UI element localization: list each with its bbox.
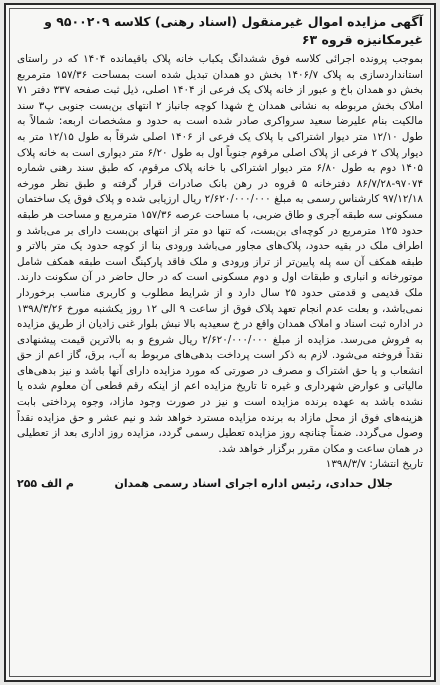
notice-title: آگهی مزایده اموال غیرمنقول (اسناد رهنی) کلاسه ۹۵۰۰۲۰۹ و غیرمکانیزه قروه ۶۳ <box>44 14 423 47</box>
notice-footer <box>17 475 423 493</box>
notice-frame <box>9 8 431 677</box>
notice-code: م الف ۲۵۵ <box>17 477 74 491</box>
notice-clipping <box>4 3 436 682</box>
notice-body: بموجب پرونده اجرائی کلاسه فوق ششدانگ یکباب خانه پلاک باقیمانده ۱۴۰۴ که در راستای استانداردسازی به پلاک ۱۴۰۶/۷ بخش دو همدان تبدیل شده است بمساحت ۱۵۷/۳۶ مترمربع بخش دو همدان باخ و عبور از خانه پلاک یک فرعی از ۱۴۰۴ اصلی، ذیل ثبت صفحه ۳۳۷ دفتر ۷۱ املاک بخش مربوطه به نشانی همدان خ شهدا کوچه جانباز ۲ انتهای بن‌بست جنوبی پ۳ سند مالکیت بنام علیرضا سعید سرواکری صادر شده است به حدود و مشخصات اربعه: شمالاً به طول ۱۲/۱۰ متر دیوار اشتراکی با پلاک یک فرعی از ۱۴۰۶ اصلی شرقاً به طول ۱۲/۱۵ متر به دیوار پلاک ۲ فرعی از پلاک اصلی مرقوم جنوباً اول به طول ۶/۲۰ متر دیواری است به خانه پلاک ۱۴۰۵ دوم به طول ۶/۸۰ متر دیوار اشتراکی با خانه پلاک مرقوم، که طبق سند رهنی شماره ۹۷۰۷۴-۸۶/۷/۲۸ دفترخانه ۵ قروه در رهن بانک صادرات قرار گرفته و طبق نظر مورخه ۹۷/۱۲/۱۸ کارشناس رسمی به مبلغ ۲/۶۲۰/۰۰۰/۰۰۰ ریال ارزیابی شده و پلاک فوق یک ساختمان مسکونی سه طبقه آجری و طاق ضربی، با مساحت عرصه ۱۵۷/۳۶ مترمربع و مساحت هر طبقه حدود ۱۲۵ مترمربع در کوچه‌ای بن‌بست، که تنها دو متر از انتهای بن‌بست دارای بر می‌باشد و اطراف ملک در بقیه حدود، پلاک‌های مجاور می‌باشد ورودی بنا از کوچه حدود یک متر بالاتر و طبقه همکف آن سه پله پایین‌تر از تراز ورودی و ملک فاقد پارکینگ است طبقه همکف شامل موتورخانه و انباری و طبقات اول و دوم مسکونی است که در حال حاضر در آن سکونت دارند. ملک قدیمی و قدمتی حدود ۲۵ سال دارد و از شرایط مطلوب و کاربری مناسب برخوردار نمی‌باشد، و بعلت عدم انجام تعهد پلاک فوق از ساعت ۹ الی ۱۲ روز یکشنبه مورخ ۱۳۹۸/۳/۲۶ در اداره ثبت اسناد و املاک همدان واقع در خ سعیدیه بالا نبش بلوار غنی زادیان از طریق مزایده به فروش می‌رسد. مزایده از مبلغ ۲/۶۲۰/۰۰۰/۰۰۰ ریال شروع و به بالاترین قیمت پیشنهادی نقداً فروخته می‌شود. لازم به ذکر است پرداخت بدهی‌های مربوط به آب، برق، گاز اعم از حق انشعاب و یا حق اشتراک و مصرف در صورتی که مورد مزایده دارای آنها باشد و نیز بدهی‌های مالیاتی و عوارض شهرداری و غیره تا تاریخ مزایده اعم از اینکه رقم قطعی آن معلوم شده یا نشده باشد به عهده برنده مزایده است و نیز در صورت وجود مازاد، وجوه پرداختی بابت هزینه‌های فوق از محل مازاد به برنده مزایده مسترد خواهد شد و نیم عشر و حق مزایده نقداً وصول می‌گردد. ضمناً چنانچه روز مزایده تعطیل رسمی گردد، مزایده روز اداری بعد از تعطیلی در همان ساعت و مکان مقرر برگزار خواهد شد. <box>17 53 424 455</box>
signature-line: جلال حدادی، رئیس اداره اجرای اسناد رسمی همدان <box>114 477 393 491</box>
publish-date: تاریخ انتشار: ۱۳۹۸/۳/۷ <box>325 458 423 471</box>
